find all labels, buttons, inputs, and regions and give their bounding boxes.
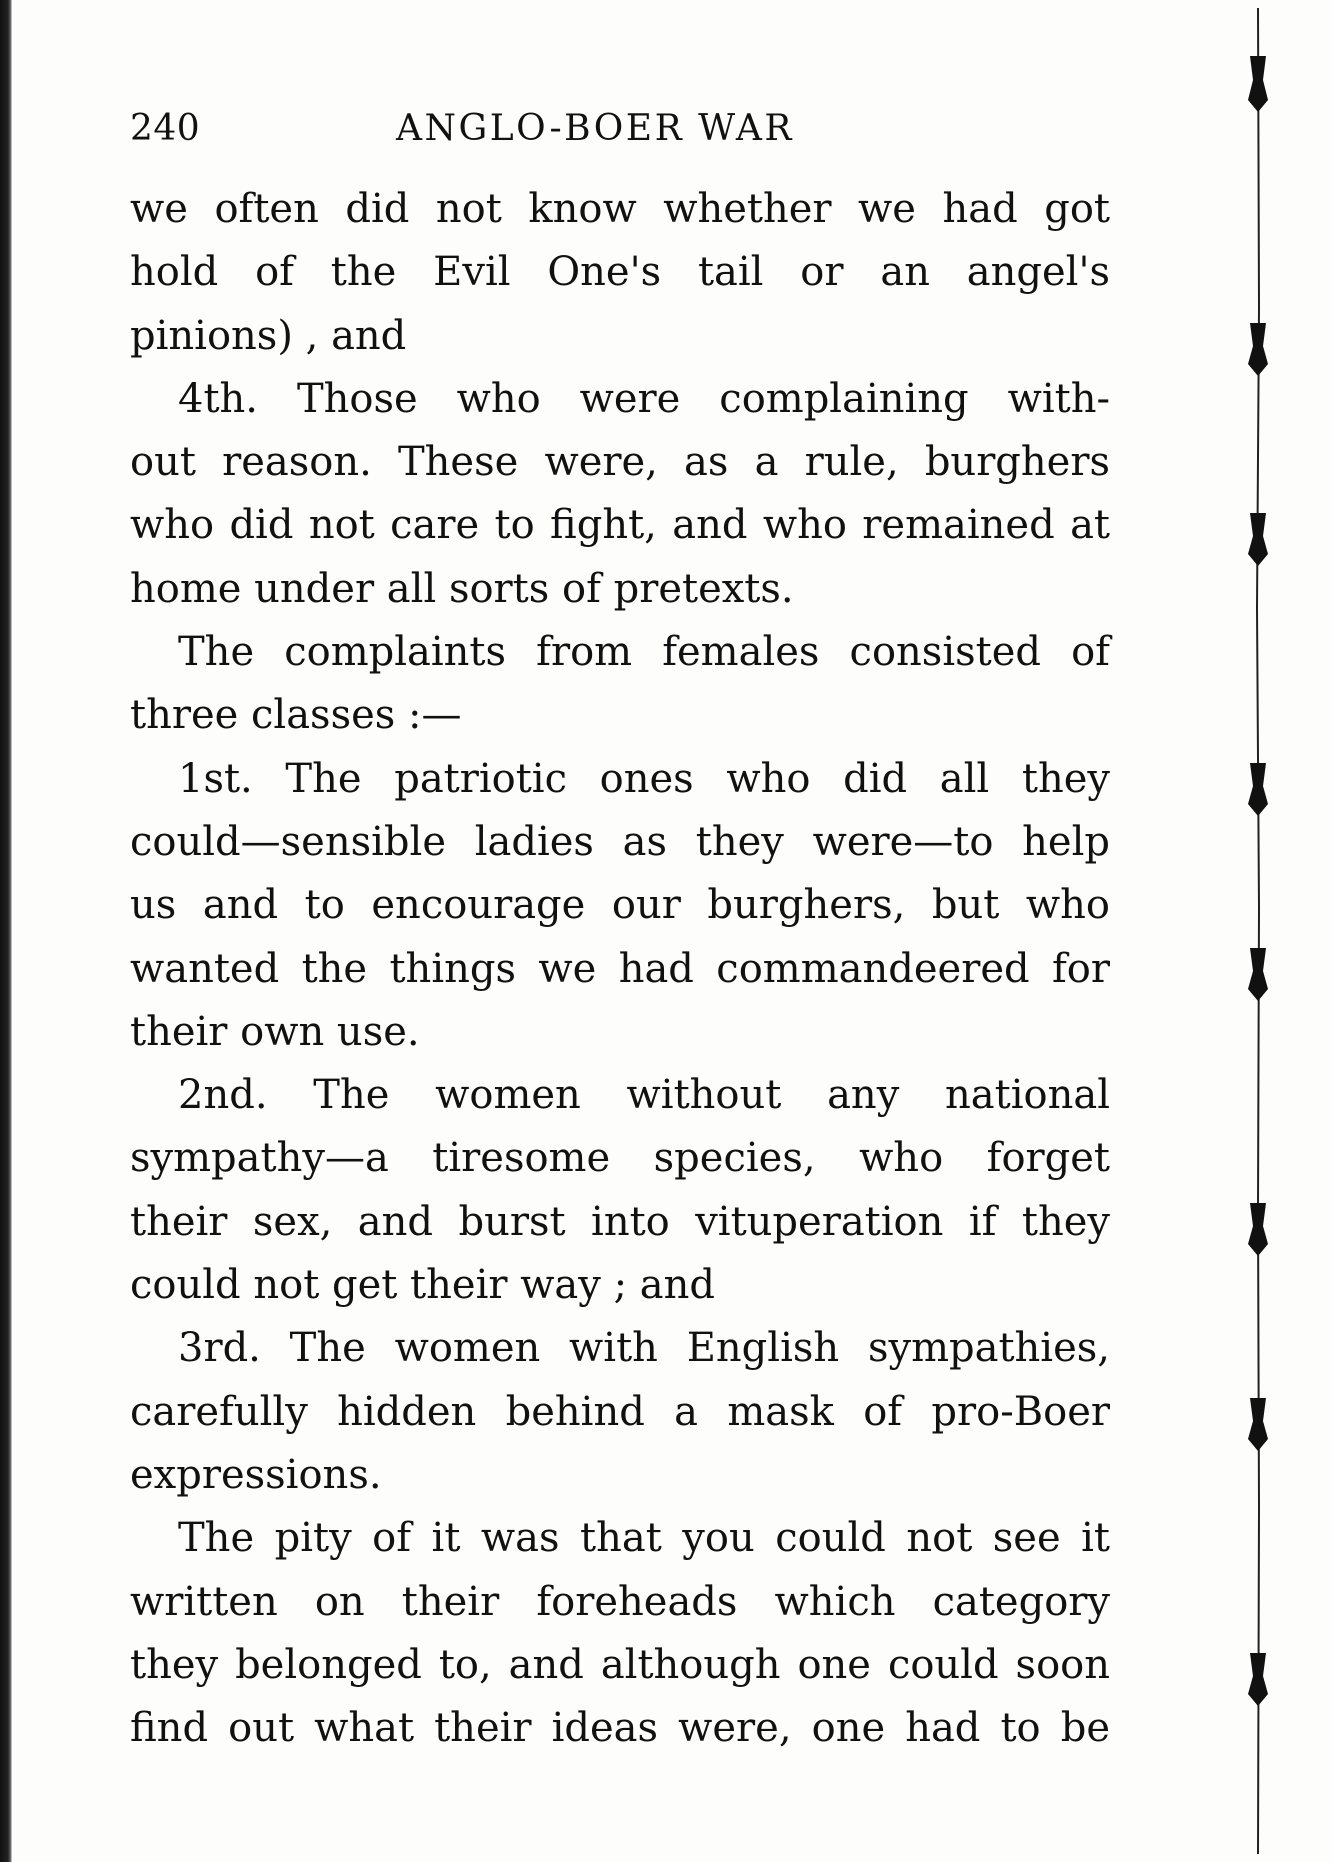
page-header	[130, 108, 1110, 158]
text-line: us and to encourage our burghers, but who	[130, 882, 1110, 929]
text-line: who did not care to fight, and who remained at	[130, 502, 1110, 549]
text-line: pinions) , and	[130, 312, 407, 359]
text-line: we often did not know whether we had got	[130, 186, 1110, 232]
text-line: expressions.	[130, 1451, 382, 1498]
body-text	[130, 178, 1110, 1760]
text-line: find out what their ideas were, one had to be	[130, 1705, 1110, 1752]
text-line: could—sensible ladies as they were—to help	[130, 818, 1110, 865]
text-line: they belonged to, and although one could soon	[130, 1641, 1110, 1688]
running-head: ANGLO-BOER WAR	[396, 108, 794, 149]
text-line: hold of the Evil One's tail or an angel's	[130, 249, 1110, 296]
text-line: 4th. Those who were complaining with-	[178, 375, 1110, 422]
text-line: wanted the things we had commandeered for	[130, 945, 1110, 992]
text-line: sympathy—a tiresome species, who forget	[130, 1135, 1110, 1182]
text-line: 1st. The patriotic ones who did all they	[178, 755, 1110, 802]
text-line: The complaints from females consisted of	[178, 629, 1110, 676]
text-line: carefully hidden behind a mask of pro-Boer	[130, 1388, 1110, 1435]
text-line: 3rd. The women with English sympathies,	[178, 1325, 1110, 1372]
text-line: The pity of it was that you could not see it	[178, 1515, 1110, 1562]
binding-edge-decoration	[1238, 8, 1278, 1854]
text-line: written on their foreheads which category	[130, 1578, 1110, 1625]
text-line: home under all sorts of pretexts.	[130, 565, 794, 612]
page-gutter-shadow	[0, 0, 12, 1862]
text-line: their sex, and burst into vituperation if they	[130, 1198, 1110, 1245]
text-line: their own use.	[130, 1008, 420, 1055]
text-line: three classes :—	[130, 692, 462, 739]
text-line: out reason. These were, as a rule, burghers	[130, 439, 1110, 486]
text-line: 2nd. The women without any national	[178, 1072, 1110, 1119]
text-line: could not get their way ; and	[130, 1262, 715, 1309]
page-number: 240	[130, 108, 201, 149]
